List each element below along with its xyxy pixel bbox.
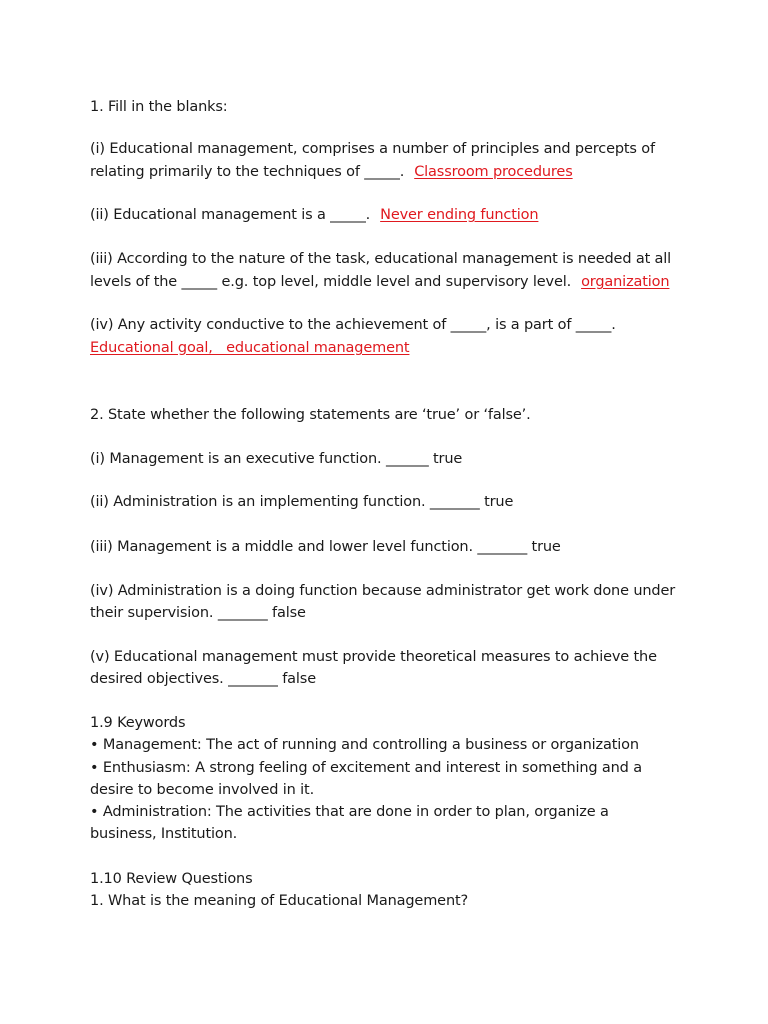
q1-heading: 1. Fill in the blanks: xyxy=(90,99,228,115)
keyword-line-4: • Administration: The activities that are done in order to plan, organize a xyxy=(90,804,609,820)
q2-item-4-line-2: their supervision. _______ false xyxy=(90,605,306,621)
q1-item-2-answer: Never ending function xyxy=(380,207,539,223)
q2-heading: 2. State whether the following statements are ‘true’ or ‘false’. xyxy=(90,407,531,423)
keyword-line-5: business, Institution. xyxy=(90,826,238,842)
q2-item-1-line-1: (i) Management is an executive function. ______ true xyxy=(90,451,463,467)
keyword-line-2: • Enthusiasm: A strong feeling of excitement and interest in something and a xyxy=(90,760,642,776)
q1-item-1-answer: Classroom procedures xyxy=(414,164,573,180)
q1-item-3-answer: organization xyxy=(581,274,670,290)
q1-item-1-line-2 xyxy=(90,162,573,182)
q1-item-3-question-text: levels of the _____ e.g. top level, middle level and supervisory level. xyxy=(90,274,572,290)
q2-item-3-line-1: (iii) Management is a middle and lower level function. _______ true xyxy=(90,539,561,555)
keyword-line-1: • Management: The act of running and controlling a business or organization xyxy=(90,737,639,753)
keyword-line-3: desire to become involved in it. xyxy=(90,782,315,798)
q2-item-5-line-1: (v) Educational management must provide theoretical measures to achieve the xyxy=(90,649,657,665)
review-question-1: 1. What is the meaning of Educational Management? xyxy=(90,893,469,909)
q1-item-2-question-text: (ii) Educational management is a _____. xyxy=(90,207,371,223)
keywords-heading: 1.9 Keywords xyxy=(90,715,186,731)
q1-item-1-question-text: relating primarily to the techniques of _____. xyxy=(90,164,405,180)
q2-item-5-line-2: desired objectives. _______ false xyxy=(90,671,316,687)
q1-item-4-line-1: (iv) Any activity conductive to the achievement of _____, is a part of _____. xyxy=(90,317,616,333)
q1-item-1-line-1: (i) Educational management, comprises a number of principles and percepts of xyxy=(90,141,655,157)
q1-item-2-line-1 xyxy=(90,205,538,225)
q2-item-4-line-1: (iv) Administration is a doing function because administrator get work done under xyxy=(90,583,676,599)
q1-item-3-line-2 xyxy=(90,272,669,292)
q1-item-4-answer: Educational goal, educational management xyxy=(90,340,410,356)
review-heading: 1.10 Review Questions xyxy=(90,871,253,887)
q1-item-3-line-1: (iii) According to the nature of the task, educational management is needed at all xyxy=(90,251,672,267)
q1-item-4-line-2 xyxy=(90,338,409,358)
q2-item-2-line-1: (ii) Administration is an implementing function. _______ true xyxy=(90,494,514,510)
